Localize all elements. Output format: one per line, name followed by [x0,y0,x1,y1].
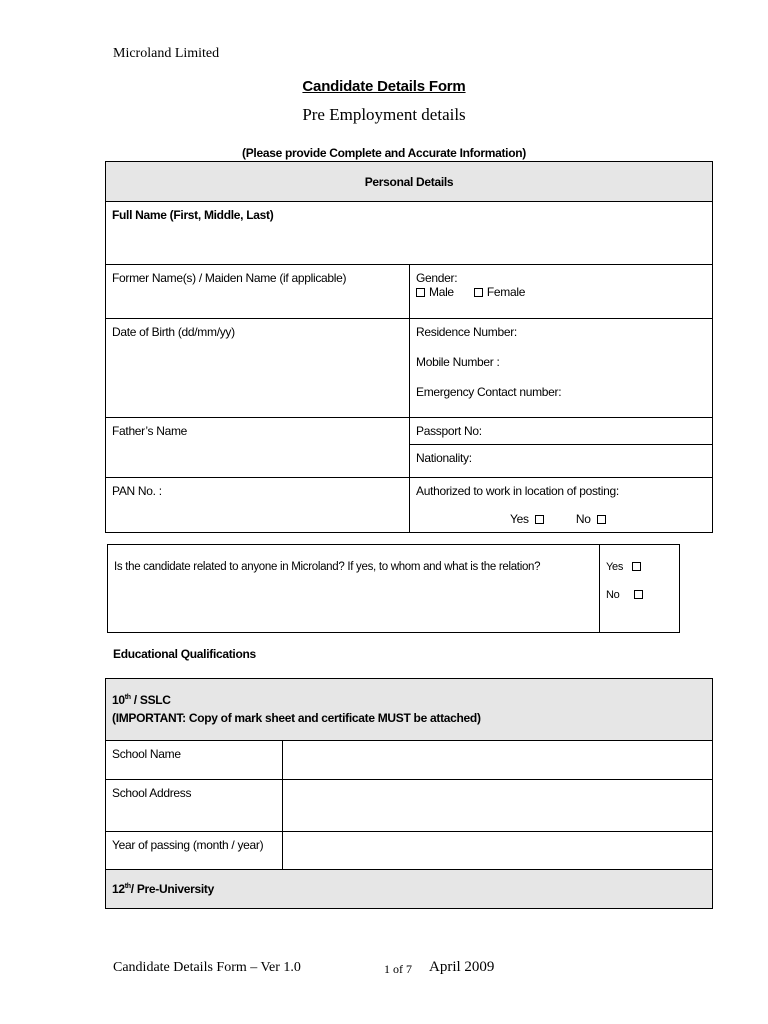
gender-field [410,265,713,319]
fathers-name-field[interactable] [106,418,410,478]
footer-form-version: Candidate Details Form – Ver 1.0 [113,960,301,975]
sslc-header [106,679,713,741]
relation-options [600,545,680,633]
relation-question: Is the candidate related to anyone in Microland? If yes, to whom and what is the relation? [114,561,541,573]
form-subtitle: Pre Employment details [302,105,466,124]
relation-yes-checkbox[interactable] [632,562,641,571]
year-passing-label: Year of passing (month / year) [112,838,264,852]
authorized-yes-label: Yes [510,512,529,526]
school-name-input[interactable] [283,741,713,780]
company-name: Microland Limited [113,46,220,61]
full-name-label: Full Name (First, Middle, Last) [112,208,274,222]
school-address-label-cell [106,780,283,832]
dob-label: Date of Birth (dd/mm/yy) [112,325,235,339]
former-name-field[interactable] [106,265,410,319]
footer-date: April 2009 [429,959,495,975]
gender-label: Gender: [416,271,458,285]
authorized-no-checkbox[interactable] [597,515,606,524]
male-label: Male [429,285,454,299]
fathers-name-label: Father’s Name [112,424,188,438]
mobile-number-label: Mobile Number : [416,355,500,369]
instruction-text: (Please provide Complete and Accurate Information) [242,146,526,160]
school-name-label-cell [106,741,283,780]
relation-no-checkbox[interactable] [634,590,643,599]
sslc-suffix: / SSLC [130,693,171,707]
female-checkbox[interactable] [474,288,483,297]
passport-label: Passport No: [416,424,482,438]
puc-suffix: / Pre-University [130,882,215,896]
full-name-field[interactable] [106,202,713,265]
sslc-title: 10 [112,693,125,707]
form-title: Candidate Details Form [302,78,466,95]
authorized-work-field [410,478,713,533]
female-label: Female [486,285,526,299]
important-note: (IMPORTANT: Copy of mark sheet and certificate MUST be attached) [112,711,481,725]
residence-number-label: Residence Number: [416,325,517,339]
puc-title: 12 [112,882,125,896]
personal-details-header: Personal Details [106,162,713,202]
education-section-title: Educational Qualifications [113,647,256,661]
pan-label: PAN No. : [112,484,162,498]
nationality-label: Nationality: [416,451,472,465]
year-passing-label-cell [106,832,283,870]
dob-field[interactable] [106,319,410,418]
contact-numbers-field[interactable] [410,319,713,418]
sslc-sup: th [124,694,131,701]
authorized-no-label: No [575,512,591,526]
school-address-label: School Address [112,786,192,800]
personal-details-table [105,161,713,533]
authorized-work-label: Authorized to work in location of posting: [416,484,619,498]
relation-no-label: No [606,589,620,601]
pan-field[interactable] [106,478,410,533]
footer-page-number: 1 of 7 [384,962,412,976]
relation-yes-label: Yes [606,561,624,573]
nationality-field[interactable] [410,445,713,478]
school-address-input[interactable] [283,780,713,832]
relation-table [107,544,680,633]
puc-header [106,870,713,909]
former-name-label: Former Name(s) / Maiden Name (if applicable) [112,271,347,285]
year-passing-input[interactable] [283,832,713,870]
school-name-label: School Name [112,747,181,761]
emergency-contact-label: Emergency Contact number: [416,385,562,399]
education-table [105,678,713,909]
male-checkbox[interactable] [416,288,425,297]
passport-field[interactable] [410,418,713,445]
relation-question-field[interactable] [108,545,600,633]
puc-sup: th [124,883,131,890]
authorized-yes-checkbox[interactable] [535,515,544,524]
